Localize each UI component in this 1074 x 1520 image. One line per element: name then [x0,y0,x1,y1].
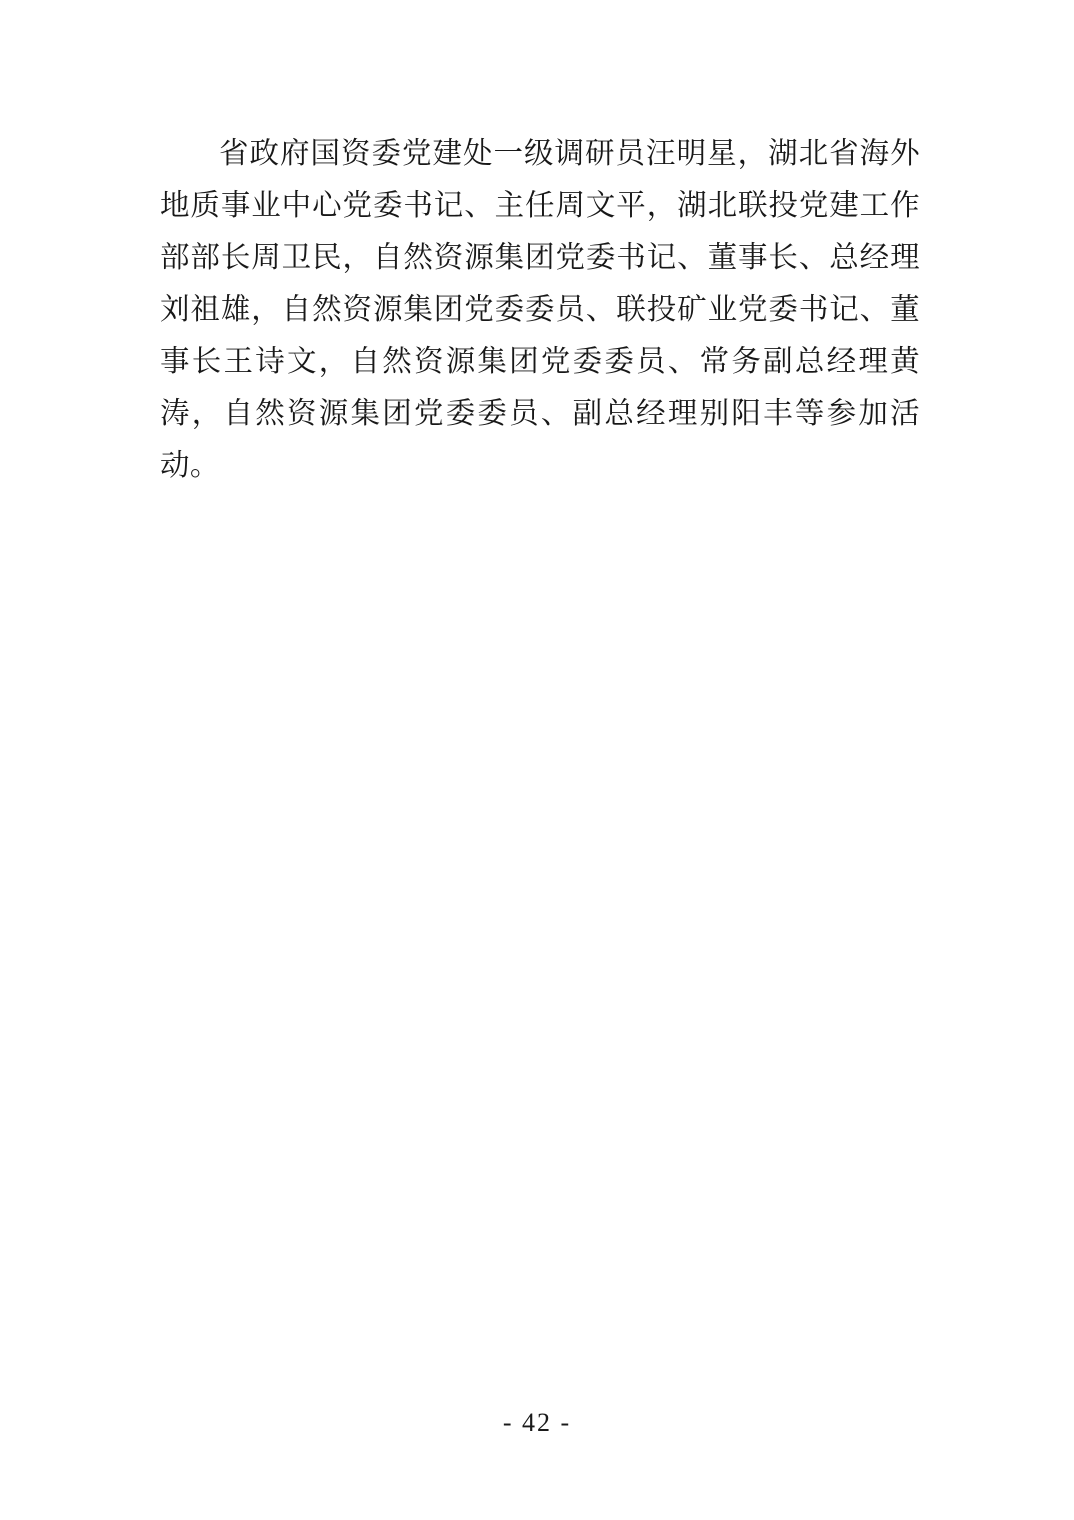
page-number: - 42 - [502,1408,572,1437]
page-content [160,128,920,492]
body-paragraph: 省政府国资委党建处一级调研员汪明星，湖北省海外地质事业中心党委书记、主任周文平，湖北联投党建工作部部长周卫民，自然资源集团党委书记、董事长、总经理刘祖雄，自然资源集团党委委员、联投矿业党委书记、董事长王诗文，自然资源集团党委委员、常务副总经理黄涛，自然资源集团党委委员、副总经理别阳丰等参加活动。 [160,138,920,482]
